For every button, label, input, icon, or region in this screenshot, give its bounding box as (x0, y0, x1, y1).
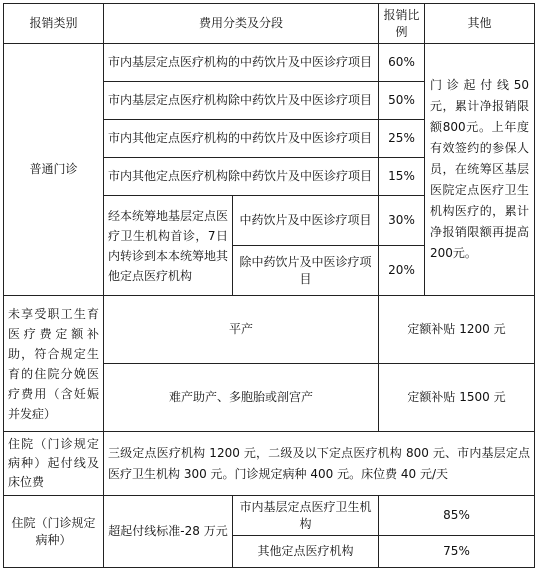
hospitalization-ratio-1: 85% (379, 496, 535, 536)
header-ratio: 报销比例 (379, 4, 425, 44)
outpatient-ratio-3: 25% (379, 120, 425, 158)
outpatient-desc-3: 市内其他定点医疗机构的中药饮片及中医诊疗项目 (104, 120, 379, 158)
referral-desc: 经本统筹地基层定点医疗卫生机构首诊，7日内转诊到本本统筹地其他定点医疗机构 (104, 196, 233, 296)
outpatient-other-note: 门诊起付线50元，累计净报销限额800元。上年度有效签约的参保人员，在统筹区基层医院定点医疗卫生机构医疗的，累计净报销限额再提高200元。 (425, 44, 535, 296)
maternity-subsidy-2: 定额补贴 1500 元 (379, 364, 535, 432)
maternity-label: 未享受职工生育医疗费定额补助，符合规定生育的住院分娩医疗费用（含妊娠并发症） (4, 296, 104, 432)
hospitalization-ratio-2: 75% (379, 536, 535, 568)
outpatient-desc-1: 市内基层定点医疗机构的中药饮片及中医诊疗项目 (104, 44, 379, 82)
outpatient-desc-2: 市内基层定点医疗机构除中药饮片及中医诊疗项目 (104, 82, 379, 120)
reimbursement-table (3, 3, 535, 568)
hospitalization-threshold-label: 住院（门诊规定病种）起付线及床位费 (4, 432, 104, 496)
hospitalization-threshold-range: 超起付线标准-28 万元 (104, 496, 233, 568)
maternity-type-2: 难产助产、多胞胎或剖宫产 (104, 364, 379, 432)
referral-sub-desc-2: 除中药饮片及中医诊疗项目 (233, 246, 379, 296)
general-outpatient-label: 普通门诊 (4, 44, 104, 296)
hospitalization-institution-1: 市内基层定点医疗卫生机构 (233, 496, 379, 536)
outpatient-ratio-4: 15% (379, 158, 425, 196)
table-row (4, 44, 535, 82)
hospitalization-threshold-desc: 三级定点医疗机构 1200 元，二级及以下定点医疗机构 800 元、市内基层定点医疗卫生机构 300 元。门诊规定病种 400 元。床位费 40 元/天 (104, 432, 535, 496)
header-classification: 费用分类及分段 (104, 4, 379, 44)
outpatient-ratio-2: 50% (379, 82, 425, 120)
referral-sub-ratio-2: 20% (379, 246, 425, 296)
maternity-subsidy-1: 定额补贴 1200 元 (379, 296, 535, 364)
referral-sub-ratio-1: 30% (379, 196, 425, 246)
hospitalization-label: 住院（门诊规定病种） (4, 496, 104, 568)
table-row (4, 296, 535, 364)
outpatient-desc-4: 市内其他定点医疗机构除中药饮片及中医诊疗项目 (104, 158, 379, 196)
table-row (4, 432, 535, 496)
header-other: 其他 (425, 4, 535, 44)
maternity-type-1: 平产 (104, 296, 379, 364)
header-row (4, 4, 535, 44)
header-category: 报销类别 (4, 4, 104, 44)
outpatient-ratio-1: 60% (379, 44, 425, 82)
table-row (4, 496, 535, 536)
hospitalization-institution-2: 其他定点医疗机构 (233, 536, 379, 568)
referral-sub-desc-1: 中药饮片及中医诊疗项目 (233, 196, 379, 246)
